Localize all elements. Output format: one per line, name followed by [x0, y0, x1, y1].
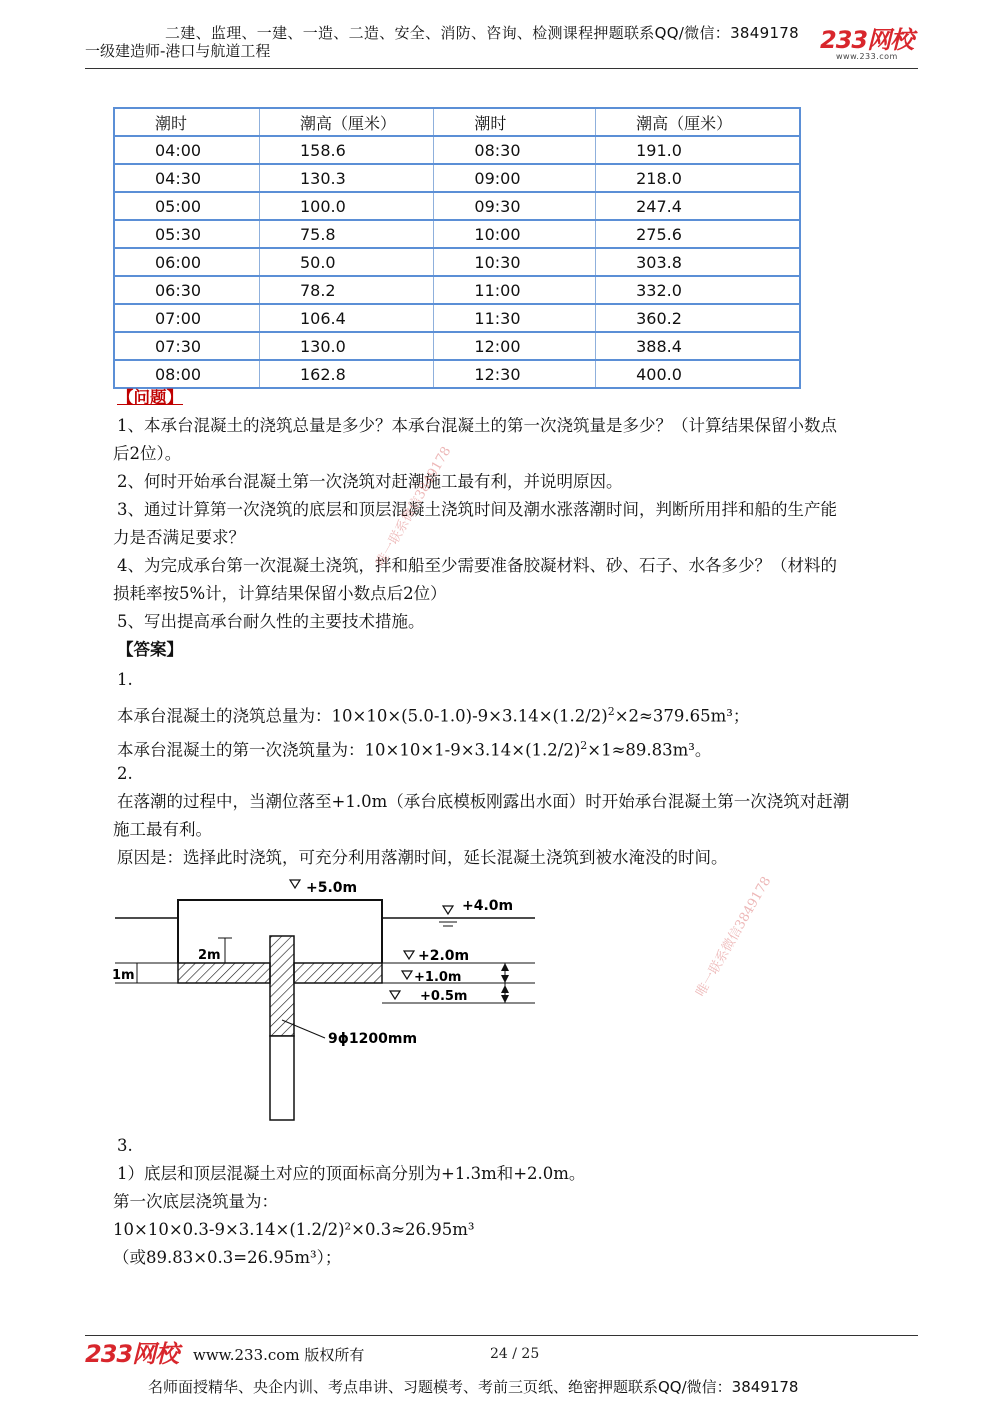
question-4-line-1: 4、为完成承台第一次混凝土浇筑，拌和船至少需要准备胶凝材料、砂、石子、水各多少？（材料的 — [117, 556, 837, 575]
table-cell: 158.6 — [259, 136, 433, 164]
table-cell: 07:30 — [114, 332, 259, 360]
answer-3-line-4: （或89.83×0.3=26.95m³）； — [113, 1248, 342, 1267]
label-water: +4.0m — [462, 898, 514, 914]
table-cell: 275.6 — [596, 220, 800, 248]
header-divider — [85, 68, 918, 69]
table-cell: 09:00 — [434, 164, 596, 192]
header-subject: 一级建造师-港口与航道工程 — [85, 42, 271, 60]
answer-3-line-2: 第一次底层浇筑量为： — [113, 1192, 278, 1211]
label-p20: +2.0m — [418, 948, 470, 964]
tide-table — [113, 107, 801, 389]
table-cell: 130.3 — [259, 164, 433, 192]
level-triangle-icon — [390, 991, 400, 999]
table-cell: 247.4 — [596, 192, 800, 220]
table-cell: 388.4 — [596, 332, 800, 360]
table-cell: 12:00 — [434, 332, 596, 360]
table-cell: 400.0 — [596, 360, 800, 388]
arrow-up-icon — [501, 963, 509, 971]
answer-2-line-3: 原因是：选择此时浇筑，可充分利用落潮时间，延长混凝土浇筑到被水淹没的时间。 — [117, 848, 728, 867]
answers-title: 【答案】 — [117, 640, 183, 659]
question-4-line-2: 损耗率按5%计，计算结果保留小数点后2位） — [113, 584, 447, 603]
header-logo[interactable] — [820, 28, 930, 60]
table-cell: 05:30 — [114, 220, 259, 248]
table-cell: 50.0 — [259, 248, 433, 276]
table-cell: 11:00 — [434, 276, 596, 304]
table-cell: 07:00 — [114, 304, 259, 332]
label-top: +5.0m — [306, 880, 358, 896]
table-row — [114, 248, 800, 276]
table-cell: 162.8 — [259, 360, 433, 388]
table-cell: 303.8 — [596, 248, 800, 276]
label-p10: +1.0m — [414, 970, 462, 985]
level-triangle-icon — [290, 880, 300, 888]
table-row — [114, 304, 800, 332]
table-cell: 08:30 — [434, 136, 596, 164]
arrow-down-icon — [501, 975, 509, 983]
table-row — [114, 164, 800, 192]
table-cell: 10:00 — [434, 220, 596, 248]
table-cell: 75.8 — [259, 220, 433, 248]
table-cell: 11:30 — [434, 304, 596, 332]
table-cell: 10:30 — [434, 248, 596, 276]
table-cell: 08:00 — [114, 360, 259, 388]
table-cell: 191.0 — [596, 136, 800, 164]
question-1-line-1: 1、本承台混凝土的浇筑总量是多少？本承台混凝土的第一次浇筑量是多少？（计算结果保留小数点 — [117, 416, 837, 435]
table-cell: 106.4 — [259, 304, 433, 332]
question-5: 5、写出提高承台耐久性的主要技术措施。 — [117, 612, 425, 631]
watermark: 唯一联系微信3849178 — [373, 444, 455, 570]
table-cell: 332.0 — [596, 276, 800, 304]
slab-right-hatch — [294, 963, 382, 983]
table-header-cell: 潮高（厘米） — [259, 108, 433, 136]
caisson-diagram — [100, 870, 560, 1130]
label-pile: 9ϕ1200mm — [328, 1031, 418, 1047]
page-number: 24 / 25 — [490, 1346, 540, 1362]
table-cell: 06:30 — [114, 276, 259, 304]
footer-divider — [85, 1335, 918, 1336]
table-header-cell: 潮时 — [114, 108, 259, 136]
table-row — [114, 192, 800, 220]
answer-3-number: 3. — [117, 1136, 133, 1155]
table-cell: 04:30 — [114, 164, 259, 192]
answer-1-line-2: 本承台混凝土的第一次浇筑量为：$10\times 10\times 1-9\times 3.14\times(1.2/2)^2\times 1\approx 89.83m^3$。 — [117, 739, 712, 760]
table-row — [114, 276, 800, 304]
table-header-cell: 潮时 — [434, 108, 596, 136]
answer-2-line-2: 施工最有利。 — [113, 820, 212, 839]
answer-1-line-1: 本承台混凝土的浇筑总量为：$10\times 10\times(5.0-1.0)-9\times 3.14\times(1.2/2)^2\times 2\approx 379.65m^3$； — [117, 705, 750, 726]
table-row — [114, 360, 800, 388]
question-2: 2、何时开始承台混凝土第一次浇筑对赶潮施工最有利，并说明原因。 — [117, 472, 623, 491]
table-cell: 06:00 — [114, 248, 259, 276]
table-cell: 05:00 — [114, 192, 259, 220]
label-p05: +0.5m — [420, 989, 468, 1004]
pile-lower — [270, 1036, 294, 1120]
answer-2-number: 2. — [117, 764, 133, 783]
table-cell: 04:00 — [114, 136, 259, 164]
watermark: 唯一联系微信3849178 — [693, 874, 775, 1000]
header-contact-line: 二建、监理、一建、一造、二造、安全、消防、咨询、检测课程押题联系QQ/微信：3849178 — [165, 24, 799, 42]
level-triangle-icon — [443, 906, 453, 914]
table-row — [114, 136, 800, 164]
table-cell: 130.0 — [259, 332, 433, 360]
header-logo-text: 233网校 — [820, 26, 914, 54]
table-cell: 218.0 — [596, 164, 800, 192]
table-cell: 78.2 — [259, 276, 433, 304]
table-cell: 360.2 — [596, 304, 800, 332]
label-2m: 2m — [198, 948, 221, 963]
footer-copyright: www.233.com 版权所有 — [193, 1346, 365, 1364]
table-row — [114, 332, 800, 360]
arrow-up-icon — [501, 985, 509, 993]
answer-3-line-1: 1）底层和顶层混凝土对应的顶面标高分别为+1.3m和+2.0m。 — [117, 1164, 586, 1183]
table-cell: 100.0 — [259, 192, 433, 220]
tide-table-header — [114, 108, 800, 136]
questions-title: 【问题】 — [117, 388, 183, 407]
table-header-cell: 潮高（厘米） — [596, 108, 800, 136]
footer-logo[interactable]: 233网校 — [85, 1340, 179, 1368]
question-3-line-2: 力是否满足要求？ — [113, 528, 245, 547]
question-3-line-1: 3、通过计算第一次浇筑的底层和顶层混凝土浇筑时间及潮水涨落潮时间，判断所用拌和船的生产能 — [117, 500, 837, 519]
table-cell: 12:30 — [434, 360, 596, 388]
pile-hatch — [270, 936, 294, 1036]
footer-contact-line: 名师面授精华、央企内训、考点串讲、习题模考、考前三页纸、绝密押题联系QQ/微信：3849178 — [148, 1378, 799, 1396]
table-cell: 09:30 — [434, 192, 596, 220]
answer-3-line-3: 10×10×0.3-9×3.14×(1.2/2)²×0.3≈26.95m³ — [113, 1220, 475, 1239]
answer-2-line-1: 在落潮的过程中，当潮位落至+1.0m（承台底模板刚露出水面）时开始承台混凝土第一次浇筑对赶潮 — [117, 792, 850, 811]
question-1-line-2: 后2位）。 — [113, 444, 182, 463]
header-logo-url: www.233.com — [836, 52, 898, 61]
arrow-down-icon — [501, 995, 509, 1003]
label-1m: 1m — [112, 968, 135, 983]
level-triangle-icon — [402, 971, 412, 979]
slab-left-hatch — [178, 963, 270, 983]
level-triangle-icon — [404, 951, 414, 959]
answer-1-number: 1. — [117, 670, 133, 689]
table-row — [114, 220, 800, 248]
